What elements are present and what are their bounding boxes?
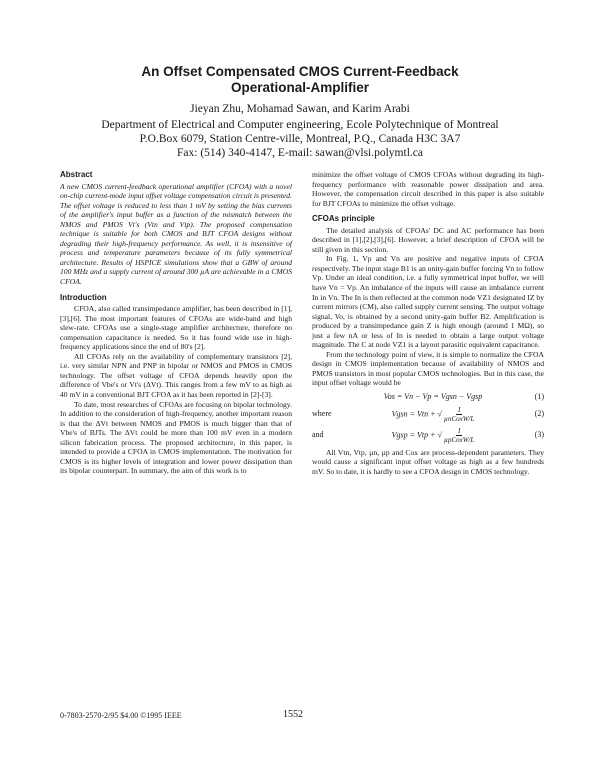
- authors: Jieyan Zhu, Mohamad Sawan, and Karim Arabi: [190, 103, 410, 115]
- left-column: [60, 170, 292, 476]
- equation-2-lhs: Vgsn = Vtn +: [391, 408, 436, 418]
- equation-2: where Vgsn = Vtn + √ $\frac{I}{\text{µnCoxW/L}}$ (2): [312, 405, 544, 423]
- intro-paragraph-3: To date, most researches of CFOAs are focusing on bipolar technology. In addition to the consideration of high-frequency, another important reason is that the ΔVt between NMOS and PMOS is much bigger than that of Vbe's of BJTs. The ΔVt could be more than 100 mV even in a modern silicon fabrication process. The proposed architecture, in this paper, is intended to provide a CFOA in CMOS implementation. The motivation for CMOS is its higher levels of integration and lower power dissipation than its bipolar counterpart. In summary, the aim of this work is to: [60, 399, 292, 476]
- principle-paragraph-2: In Fig. 1, Vp and Vn are positive and negative inputs of CFOA respectively. The input stage B1 is an unity-gain buffer forcing Vn to follow Vp. Under an ideal condition, i.e. a fully symmetrical input buffer, we will have Vn = Vp. An imbalance of the inputs will cause an imbalance current In in Vn. The In is then reflected at the common node VZ1 designated IZ by current mirrors (CM), also called supply current sensing. The output voltage signal, Vo, is obtained by a second unity-gain buffer B2. Amplification is produced by a transimpedance gain Z is high enough (around 1 MΩ), so just a few nA or less of In is needed to obtain a large output voltage magnitude. The C at node VZ1 is a layout parasitic equivalent capacitance.: [312, 254, 544, 350]
- principle-heading: CFOAs principle: [312, 214, 375, 224]
- equation-2-numerator: I: [457, 405, 461, 414]
- equation-3-number: (3): [534, 430, 544, 440]
- page-number: 1552: [283, 709, 303, 720]
- affiliation-line-3: Fax: (514) 340-4147, E-mail: sawan@vlsi.polymtl.ca: [177, 147, 423, 159]
- equation-1: [312, 392, 544, 402]
- equation-3-denominator: µpCoxW/L: [443, 435, 475, 444]
- principle-paragraph-3: From the technology point of view, it is simple to normalize the CFOA design in CMOS implementation because of availability of NMOS and PMOS transistors in most popular CMOS technologies. But in this case, the input offset voltage would be: [312, 349, 544, 388]
- equation-1-number: (1): [534, 392, 544, 402]
- right-column: [312, 170, 544, 476]
- paper-title: [0, 64, 600, 96]
- affiliation-line-1: Department of Electrical and Computer engineering, Ecole Polytechnique of Montreal: [101, 119, 499, 131]
- closing-paragraph: All Vtn, Vtp, µn, µp and Cox are process-dependent parameters. They would cause a significant input offset voltage as high as a few hundreds mV. So to date, it is hardly to see a CFOA design in CMOS technology.: [312, 447, 544, 476]
- title-line-1: An Offset Compensated CMOS Current-Feedback: [141, 64, 459, 79]
- introduction-heading: Introduction: [60, 292, 107, 302]
- continued-paragraph: minimize the offset voltage of CMOS CFOAs without degrading its high-frequency performance with reasonable power dissipation and area. However, the compensation circuit described in this paper is also suitable for BJT CFOAs to minimize the offset voltage.: [312, 170, 544, 208]
- equation-3: and Vgsp = Vtp + √ $\frac{I}{\text{µpCoxW/L}}$ (3): [312, 426, 544, 444]
- equation-2-label: where: [312, 409, 332, 419]
- equation-3-label: and: [312, 430, 324, 440]
- equation-3-numerator: I: [457, 426, 461, 435]
- equation-1-body: Vos = Vn − Vp = Vgsn − Vgsp: [383, 392, 483, 402]
- intro-paragraph-1: CFOA, also called transimpedance amplifier, has been described in [1],[3],[6]. The most important features of CFOAs are wide-band and high slew-rate. CFOAs use a single-stage amplifier architecture, therefore no compensation capacitance is needed. So it has found wide use in high-frequency applications since the end of 80's [2].: [60, 304, 292, 352]
- equation-2-number: (2): [534, 409, 544, 419]
- equation-3-fraction: [444, 427, 474, 444]
- affiliation-line-2: P.O.Box 6079, Station Centre-ville, Montreal, P.Q., Canada H3C 3A7: [139, 133, 461, 145]
- affiliation: [0, 118, 600, 160]
- equation-2-fraction: [444, 406, 474, 423]
- principle-paragraph-1: The detailed analysis of CFOAs' DC and AC performance has been described in [1],[2],[3],[6]. However, a brief description of CFOA will be still given in this section.: [312, 225, 544, 254]
- equation-2-denominator: µnCoxW/L: [443, 414, 475, 423]
- equation-3-lhs: Vgsp = Vtp +: [391, 429, 436, 439]
- intro-paragraph-2: All CFOAs rely on the availability of complementary transistors [2], i.e. very similar NPN and PNP in bipolar or NMOS and PMOS in CMOS technology. The offset voltage of CFOA depends heavily upon the difference of Vbe's or Vt's (ΔVt). This ranges from a few mV to as high as 40 mV in a conventional BJT CFOA as it has been reported in [2]-[3].: [60, 351, 292, 400]
- title-line-2: Operational-Amplifier: [230, 80, 370, 95]
- footer-isbn: 0-7803-2570-2/95 $4.00 ©1995 IEEE: [60, 711, 182, 720]
- abstract-text: A new CMOS current-feedback operational amplifier (CFOA) with a novel on-chip current-mode input offset voltage compensation circuit is presented. The offset voltage is reduced to less than 1 mV by setting the bias currents of the amplifier's input buffer as a function of the mismatch between the NMOS and PMOS Vt's (Vtn and Vtp). The proposed compensation technique is suitable for both CMOS and BJT CFOA designs without degrading their high-frequency performance. As well, it is insensitive of process and temperature parameters because of its fully symmetrical architecture. Results of HSPICE simulations show that a GBW of around 100 MHz and a supply current of around 300 µA are achievable in a CMOS CFOA.: [60, 181, 292, 287]
- abstract-heading: Abstract: [60, 170, 93, 179]
